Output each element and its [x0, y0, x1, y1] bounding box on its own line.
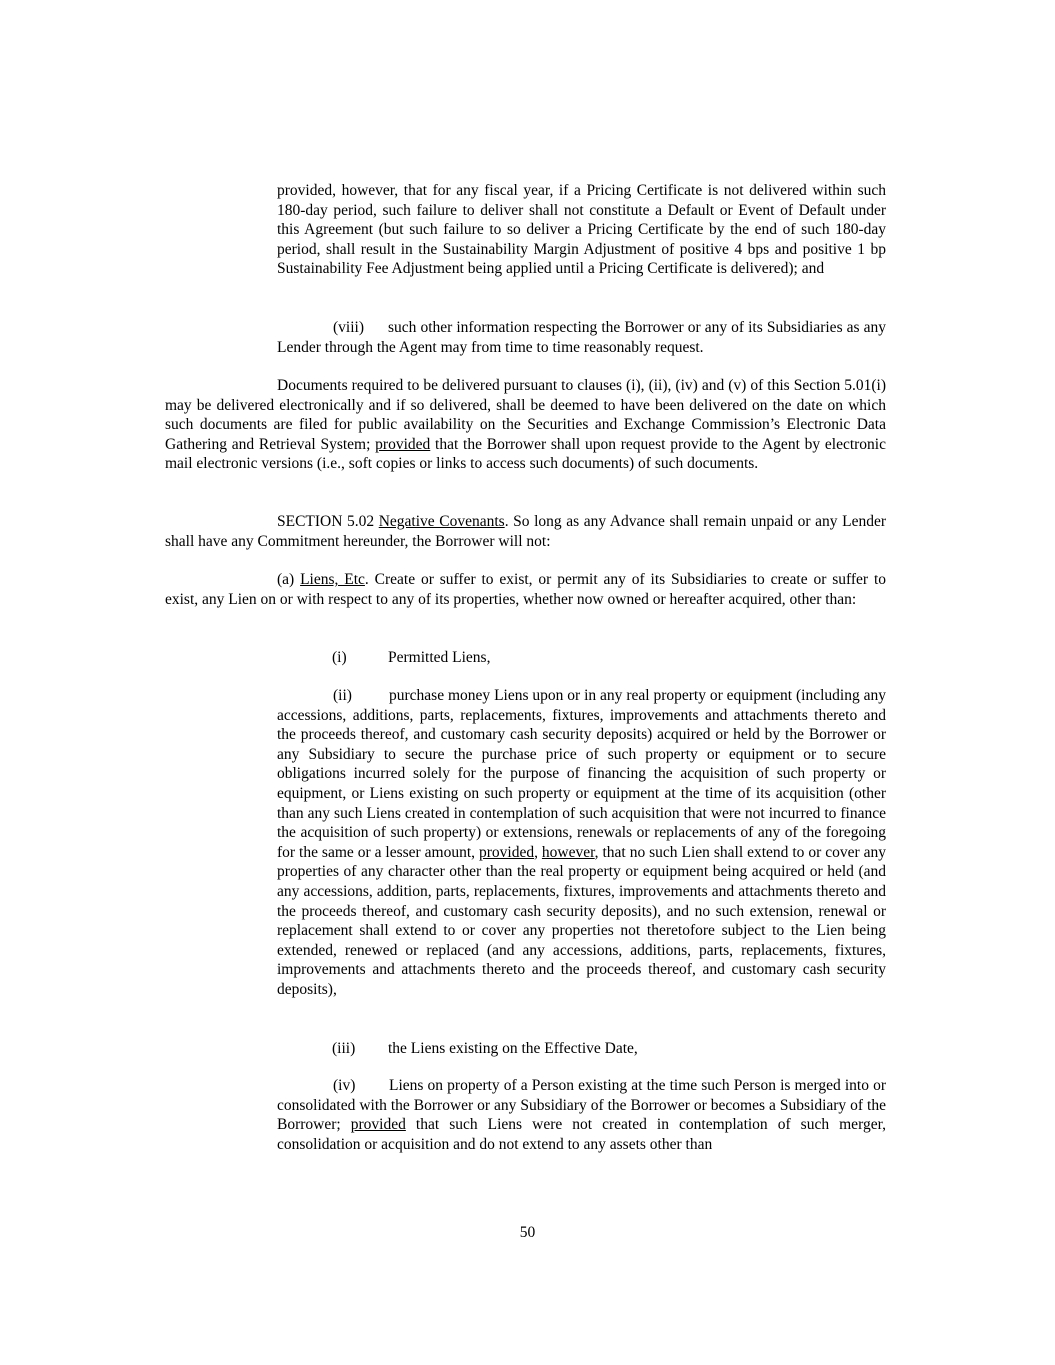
provided-term: provided	[375, 435, 431, 453]
pricing-certificate-paragraph	[277, 181, 886, 279]
page-number: 50	[519, 1224, 536, 1241]
documents-delivery-text-end: that the Borrower shall upon request provide to the Agent by electronic mail electronic versions (i.e., soft copies or links to access such documents) of such documents.	[165, 435, 886, 473]
clause-i-number: (i)	[332, 649, 347, 666]
section-502-label: SECTION 5.02	[277, 513, 379, 530]
clause-ii-comma: ,	[534, 843, 542, 861]
however-term: however	[541, 843, 595, 861]
clause-iv-text: Liens on property of a Person existing at the time such Person is merged into or consolidated with the Borrower or any Subsidiary of the Borrower or becomes a Subsidiary of the Borrower;	[277, 1077, 886, 1134]
clause-ii-number: (ii)	[333, 687, 352, 704]
clause-a-text: . Create or suffer to exist, or permit any of its Subsidiaries to create or suffer to exist, any Lien on or with respect to any of its properties, whether now owned or hereafter acquired, other than:	[165, 571, 887, 608]
clause-viii-paragraph	[277, 318, 886, 357]
pricing-certificate-text: provided, however, that for any fiscal year, if a Pricing Certificate is not delivered within such 180-day period, such failure to deliver shall not constitute a Default or Event of Default under this Agreement (but such failure to so deliver a Pricing Certificate by the end of such 180-day period, shall result in the Sustainability Margin Adjustment of positive 4 bps and positive 1 bp Sustainability Fee Adjustment being applied until a Pricing Certificate is delivered); and	[277, 182, 886, 278]
clause-iv-paragraph	[277, 1076, 886, 1154]
clause-iii-text: the Liens existing on the Effective Date,	[388, 1040, 638, 1057]
clause-iv-text-end: that such Liens were not created in contemplation of such merger, consolidation or acquisition and do not extend to any assets other than	[277, 1116, 886, 1153]
clause-viii-number: (viii)	[333, 319, 364, 336]
section-502-heading-paragraph	[165, 512, 886, 551]
documents-delivery-paragraph	[165, 376, 886, 474]
clause-ii-text-end: , that no such Lien shall extend to or cover any properties of any character other than the real property or equipment being acquired or held (and any accessions, addition, parts, replacements, fixtures, improvements and attachments thereto and the proceeds thereof, and customary cash security deposits), and no such extension, renewal or replacement shall extend to or cover any properties not theretofore subject to the Lien being extended, renewed or replaced (and any accessions, additions, parts, replacements, fixtures, improvements and attachments thereto and the proceeds thereof, and customary cash security deposits),	[277, 843, 886, 998]
clause-a-number: (a)	[277, 571, 301, 588]
clause-a-paragraph	[165, 570, 886, 609]
clause-i-paragraph	[332, 648, 490, 668]
clause-i-text: Permitted Liens,	[388, 649, 491, 666]
section-502-title: Negative Covenants	[378, 513, 505, 530]
clause-iv-number: (iv)	[333, 1077, 356, 1094]
clause-iii-paragraph	[332, 1039, 638, 1059]
clause-ii-text: purchase money Liens upon or in any real property or equipment (including any accessions, additions, parts, replacements, fixtures, improvements and attachments thereto and the proceeds thereof, and customary cash security deposits) acquired or held by the Borrower or any Subsidiary to secure the purchase price of such property or equipment or to secure obligations incurred solely for the purpose of financing the acquisition of such property or equipment, or Liens existing on such property or equipment at the time of its acquisition (other than any such Liens created in contemplation of such acquisition that were not incurred to finance the acquisition of such property) or extensions, renewals or replacements of any of the foregoing for the same or a lesser amount,	[277, 687, 886, 861]
documents-delivery-text: Documents required to be delivered pursuant to clauses (i), (ii), (iv) and (v) of this Section 5.01(i) may be delivered electronically and if so delivered, shall be deemed to have been delivered on the date on which such documents are filed for public availability on the Securities and Exchange Commission’s Electronic Data Gathering and Retrieval System;	[165, 377, 886, 453]
clause-a-title: Liens, Etc	[300, 571, 365, 588]
clause-ii-paragraph	[277, 686, 886, 1000]
clause-viii-text: such other information respecting the Borrower or any of its Subsidiaries as any Lender through the Agent may from time to time reasonably request.	[277, 319, 886, 356]
provided-term: provided	[478, 843, 535, 861]
provided-term: provided	[350, 1116, 406, 1134]
section-502-text: . So long as any Advance shall remain unpaid or any Lender shall have any Commitment hereunder, the Borrower will not:	[165, 513, 886, 550]
clause-iii-number: (iii)	[332, 1040, 356, 1057]
